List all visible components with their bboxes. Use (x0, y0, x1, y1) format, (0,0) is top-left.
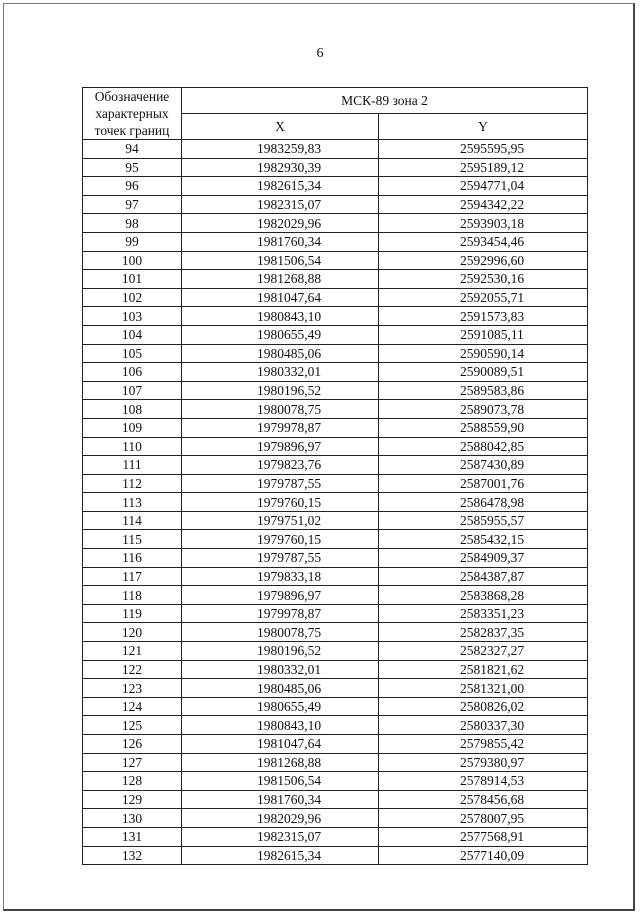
y-coordinate: 2586478,98 (459, 494, 525, 510)
x-coordinate: 1979833,18 (256, 568, 322, 584)
y-coordinate: 2590590,14 (459, 345, 525, 361)
y-cell (379, 140, 588, 159)
y-coordinate: 2581821,62 (459, 661, 525, 677)
point-number: 121 (83, 642, 182, 661)
table-row (83, 232, 588, 251)
y-coordinate: 2590089,51 (459, 364, 525, 380)
table-row (83, 772, 588, 791)
x-coordinate: 1981047,64 (256, 736, 322, 752)
x-coordinate: 1979760,15 (256, 531, 322, 547)
y-cell (379, 363, 588, 382)
point-number: 108 (83, 400, 182, 419)
x-coordinate: 1982315,07 (256, 197, 322, 213)
x-cell (182, 344, 379, 363)
x-coordinate: 1980485,06 (256, 345, 322, 361)
x-coordinate: 1981268,88 (256, 271, 322, 287)
x-coordinate: 1979787,55 (256, 550, 322, 566)
y-cell (379, 251, 588, 270)
x-coordinate: 1980078,75 (256, 401, 322, 417)
x-coordinate: 1982029,96 (256, 215, 322, 231)
point-number: 99 (83, 232, 182, 251)
y-cell (379, 809, 588, 828)
x-coordinate: 1980485,06 (256, 680, 322, 696)
table-row (83, 344, 588, 363)
y-coordinate: 2592055,71 (459, 290, 525, 306)
y-coordinate: 2589583,86 (459, 383, 525, 399)
y-coordinate: 2594771,04 (459, 178, 525, 194)
y-cell (379, 158, 588, 177)
table-row (83, 270, 588, 289)
y-cell (379, 400, 588, 419)
y-cell (379, 530, 588, 549)
x-cell (182, 623, 379, 642)
x-cell (182, 679, 379, 698)
y-cell (379, 567, 588, 586)
y-cell (379, 474, 588, 493)
point-number: 123 (83, 679, 182, 698)
point-number: 126 (83, 735, 182, 754)
y-cell (379, 288, 588, 307)
x-coordinate: 1981047,64 (256, 290, 322, 306)
x-cell (182, 270, 379, 289)
y-cell (379, 232, 588, 251)
table-row (83, 511, 588, 530)
x-coordinate: 1979896,97 (256, 587, 322, 603)
y-coordinate: 2583351,23 (459, 606, 525, 622)
x-cell (182, 549, 379, 568)
x-cell (182, 474, 379, 493)
x-coordinate: 1982315,07 (256, 829, 322, 845)
y-coordinate: 2595595,95 (459, 141, 525, 157)
point-number: 102 (83, 288, 182, 307)
point-number: 106 (83, 363, 182, 382)
x-cell (182, 307, 379, 326)
table-row (83, 623, 588, 642)
y-cell (379, 549, 588, 568)
y-coordinate: 2592530,16 (459, 271, 525, 287)
y-coordinate: 2580826,02 (459, 699, 525, 715)
x-coordinate: 1980078,75 (256, 624, 322, 640)
y-coordinate: 2595189,12 (459, 159, 525, 175)
y-coordinate: 2587430,89 (459, 457, 525, 473)
y-cell (379, 418, 588, 437)
y-cell (379, 846, 588, 865)
x-coordinate: 1980655,49 (256, 327, 322, 343)
y-coordinate: 2582327,27 (459, 643, 525, 659)
y-cell (379, 456, 588, 475)
x-cell (182, 567, 379, 586)
x-coordinate: 1979978,87 (256, 420, 322, 436)
x-cell (182, 586, 379, 605)
x-coordinate: 1981506,54 (256, 773, 322, 789)
x-coordinate: 1981268,88 (256, 754, 322, 770)
table-row (83, 586, 588, 605)
point-number: 125 (83, 716, 182, 735)
point-number: 120 (83, 623, 182, 642)
table-row (83, 642, 588, 661)
table-row (83, 177, 588, 196)
y-cell (379, 623, 588, 642)
y-cell (379, 437, 588, 456)
x-coordinate: 1979751,02 (256, 513, 322, 529)
x-cell (182, 716, 379, 735)
y-coordinate: 2578914,53 (459, 773, 525, 789)
table-row (83, 604, 588, 623)
table-row (83, 363, 588, 382)
x-cell (182, 493, 379, 512)
point-number: 101 (83, 270, 182, 289)
y-coordinate: 2583868,28 (459, 587, 525, 603)
table-row (83, 214, 588, 233)
y-coordinate: 2593903,18 (459, 215, 525, 231)
x-coordinate: 1982615,34 (256, 847, 322, 863)
y-coordinate: 2589073,78 (459, 401, 525, 417)
x-coordinate: 1981760,34 (256, 792, 322, 808)
table-row (83, 251, 588, 270)
x-coordinate: 1981506,54 (256, 252, 322, 268)
point-number: 111 (83, 456, 182, 475)
point-number: 122 (83, 660, 182, 679)
y-cell (379, 642, 588, 661)
point-number: 109 (83, 418, 182, 437)
x-coordinate: 1981760,34 (256, 234, 322, 250)
y-coordinate: 2588042,85 (459, 438, 525, 454)
x-coordinate: 1979787,55 (256, 475, 322, 491)
table-row (83, 567, 588, 586)
y-cell (379, 344, 588, 363)
table-row (83, 827, 588, 846)
x-cell (182, 642, 379, 661)
y-coordinate: 2579380,97 (459, 754, 525, 770)
x-cell (182, 697, 379, 716)
x-cell (182, 214, 379, 233)
table-row (83, 400, 588, 419)
x-coordinate: 1982615,34 (256, 178, 322, 194)
y-cell (379, 195, 588, 214)
y-coordinate: 2587001,76 (459, 475, 525, 491)
y-coordinate: 2584387,87 (459, 568, 525, 584)
y-coordinate: 2591085,11 (460, 327, 524, 343)
x-cell (182, 530, 379, 549)
point-number: 96 (83, 177, 182, 196)
table-row (83, 288, 588, 307)
x-cell (182, 456, 379, 475)
y-coordinate: 2591573,83 (459, 308, 525, 324)
y-cell (379, 735, 588, 754)
point-number: 94 (83, 140, 182, 159)
x-cell (182, 790, 379, 809)
x-cell (182, 809, 379, 828)
table-row (83, 790, 588, 809)
point-number: 107 (83, 381, 182, 400)
x-cell (182, 511, 379, 530)
x-cell (182, 604, 379, 623)
table-row (83, 549, 588, 568)
y-cell (379, 177, 588, 196)
table-row (83, 697, 588, 716)
x-coordinate: 1980843,10 (256, 308, 322, 324)
x-cell (182, 325, 379, 344)
x-cell (182, 735, 379, 754)
point-number: 117 (83, 567, 182, 586)
x-cell (182, 195, 379, 214)
y-cell (379, 716, 588, 735)
point-number: 119 (83, 604, 182, 623)
y-cell (379, 307, 588, 326)
table-row (83, 716, 588, 735)
y-coordinate: 2581321,00 (459, 680, 525, 696)
y-coordinate: 2592996,60 (459, 252, 525, 268)
x-cell (182, 251, 379, 270)
point-number: 116 (83, 549, 182, 568)
x-cell (182, 846, 379, 865)
y-coordinate: 2585955,57 (459, 513, 525, 529)
y-cell (379, 660, 588, 679)
y-cell (379, 511, 588, 530)
y-cell (379, 493, 588, 512)
x-cell (182, 772, 379, 791)
coordinates-table (82, 87, 588, 865)
y-cell (379, 697, 588, 716)
table-row (83, 325, 588, 344)
y-cell (379, 325, 588, 344)
point-number: 112 (83, 474, 182, 493)
x-coordinate: 1979760,15 (256, 494, 322, 510)
header-x: X (182, 114, 379, 140)
y-coordinate: 2577568,91 (459, 829, 525, 845)
x-coordinate: 1980332,01 (256, 364, 322, 380)
table-row (83, 474, 588, 493)
table-row (83, 140, 588, 159)
x-coordinate: 1979823,76 (256, 457, 322, 473)
point-number: 115 (83, 530, 182, 549)
table-row (83, 846, 588, 865)
y-coordinate: 2577140,09 (459, 847, 525, 863)
point-number: 105 (83, 344, 182, 363)
table-row (83, 530, 588, 549)
x-cell (182, 363, 379, 382)
table-row (83, 437, 588, 456)
y-coordinate: 2593454,46 (459, 234, 525, 250)
table-row (83, 307, 588, 326)
point-number: 118 (83, 586, 182, 605)
y-coordinate: 2578007,95 (459, 810, 525, 826)
table-row (83, 418, 588, 437)
y-coordinate: 2584909,37 (459, 550, 525, 566)
point-number: 113 (83, 493, 182, 512)
point-number: 98 (83, 214, 182, 233)
table-row (83, 456, 588, 475)
x-coordinate: 1980332,01 (256, 661, 322, 677)
x-cell (182, 753, 379, 772)
x-coordinate: 1980196,52 (256, 383, 322, 399)
y-coordinate: 2578456,68 (459, 792, 525, 808)
x-cell (182, 827, 379, 846)
table-row (83, 381, 588, 400)
y-coordinate: 2579855,42 (459, 736, 525, 752)
y-coordinate: 2585432,15 (459, 531, 525, 547)
x-coordinate: 1980196,52 (256, 643, 322, 659)
x-cell (182, 232, 379, 251)
table-row (83, 679, 588, 698)
table-body (83, 140, 588, 865)
y-cell (379, 586, 588, 605)
table-row (83, 735, 588, 754)
y-cell (379, 772, 588, 791)
x-cell (182, 660, 379, 679)
x-cell (182, 140, 379, 159)
point-number: 131 (83, 827, 182, 846)
point-number: 110 (83, 437, 182, 456)
x-coordinate: 1982029,96 (256, 810, 322, 826)
y-coordinate: 2582837,35 (459, 624, 525, 640)
point-number: 130 (83, 809, 182, 828)
x-coordinate: 1979978,87 (256, 606, 322, 622)
y-cell (379, 753, 588, 772)
y-cell (379, 604, 588, 623)
y-cell (379, 827, 588, 846)
point-number: 129 (83, 790, 182, 809)
x-coordinate: 1982930,39 (256, 159, 322, 175)
x-cell (182, 381, 379, 400)
table-row (83, 195, 588, 214)
y-coordinate: 2594342,22 (459, 197, 525, 213)
y-coordinate: 2588559,90 (459, 420, 525, 436)
x-cell (182, 288, 379, 307)
header-y: Y (379, 114, 588, 140)
x-cell (182, 400, 379, 419)
header-coordinate-system: МСК-89 зона 2 (182, 88, 588, 114)
x-cell (182, 418, 379, 437)
x-cell (182, 177, 379, 196)
table-row (83, 493, 588, 512)
y-cell (379, 270, 588, 289)
point-number: 100 (83, 251, 182, 270)
x-cell (182, 158, 379, 177)
x-coordinate: 1980843,10 (256, 717, 322, 733)
table-row (83, 660, 588, 679)
point-number: 103 (83, 307, 182, 326)
y-cell (379, 381, 588, 400)
point-number: 104 (83, 325, 182, 344)
table-row (83, 158, 588, 177)
x-coordinate: 1983259,83 (256, 141, 322, 157)
header-point-name: Обозначение характерных точек границ (83, 88, 182, 140)
point-number: 127 (83, 753, 182, 772)
point-number: 97 (83, 195, 182, 214)
x-cell (182, 437, 379, 456)
point-number: 95 (83, 158, 182, 177)
y-coordinate: 2580337,30 (459, 717, 525, 733)
table-row (83, 753, 588, 772)
point-number: 132 (83, 846, 182, 865)
table-row (83, 809, 588, 828)
x-coordinate: 1980655,49 (256, 699, 322, 715)
point-number: 124 (83, 697, 182, 716)
point-number: 128 (83, 772, 182, 791)
y-cell (379, 214, 588, 233)
x-coordinate: 1979896,97 (256, 438, 322, 454)
y-cell (379, 679, 588, 698)
page-number: 6 (316, 46, 324, 61)
point-number: 114 (83, 511, 182, 530)
y-cell (379, 790, 588, 809)
